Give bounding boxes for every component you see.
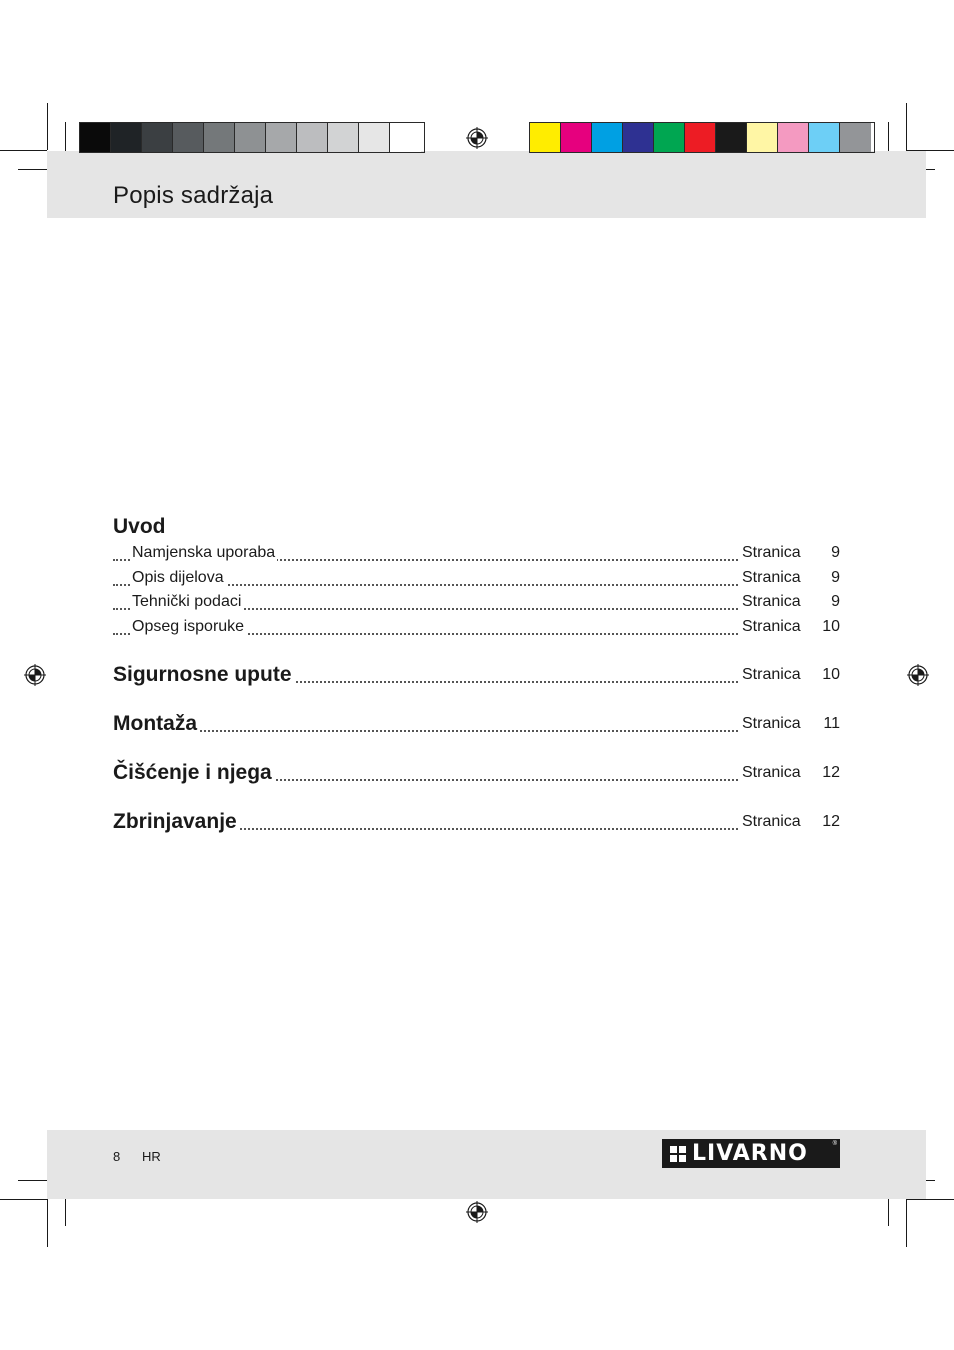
toc-entry-label: Namjenska uporaba — [132, 544, 276, 561]
process-color-bar — [529, 122, 875, 153]
toc-entry-page: 9 — [831, 593, 840, 610]
color-swatch — [778, 123, 809, 152]
toc-entry[interactable] — [0, 544, 954, 566]
toc-entry-label: Čišćenje i njega — [113, 761, 272, 784]
crop-mark — [0, 1199, 47, 1200]
crop-mark — [0, 150, 47, 151]
crop-mark — [906, 1199, 907, 1247]
toc-entry-page: 10 — [822, 666, 840, 683]
toc-entry-stranica: Stranica — [742, 666, 801, 683]
toc-entry-stranica: Stranica — [742, 764, 801, 781]
color-swatch — [390, 123, 421, 152]
color-swatch — [359, 123, 390, 152]
crop-mark — [47, 1199, 48, 1247]
logo-grid-icon — [670, 1146, 686, 1162]
color-swatch — [561, 123, 592, 152]
toc-section-title: Uvod — [113, 515, 166, 538]
color-swatch — [530, 123, 561, 152]
toc-entry-stranica: Stranica — [742, 569, 801, 586]
color-swatch — [80, 123, 111, 152]
footer-page-number: 8 — [113, 1149, 121, 1164]
toc-leader-dots — [113, 730, 738, 732]
registration-mark-icon — [466, 1201, 488, 1223]
toc-entry-page: 10 — [822, 618, 840, 635]
toc-entry-page: 12 — [822, 764, 840, 781]
crop-mark — [906, 103, 907, 150]
toc-entry[interactable] — [0, 618, 954, 640]
brand-name: LIVARNO — [692, 1141, 808, 1166]
color-swatch — [623, 123, 654, 152]
toc-entry-stranica: Stranica — [742, 715, 801, 732]
toc-entry-label: Opseg isporuke — [132, 618, 245, 635]
toc-entry-label: Montaža — [113, 712, 197, 735]
toc-entry[interactable] — [0, 712, 954, 737]
toc-entry-page: 12 — [822, 813, 840, 830]
page-title: Popis sadržaja — [113, 182, 274, 209]
toc-entry[interactable] — [0, 569, 954, 591]
toc-entry-stranica: Stranica — [742, 813, 801, 830]
toc-entry-label: Sigurnosne upute — [113, 663, 292, 686]
crop-mark — [906, 1199, 954, 1200]
toc-entry-label: Tehnički podaci — [132, 593, 242, 610]
color-swatch — [266, 123, 297, 152]
color-swatch — [204, 123, 235, 152]
toc-entry-page: 9 — [831, 544, 840, 561]
color-swatch — [111, 123, 142, 152]
registered-mark: ® — [832, 1141, 837, 1147]
toc-entry[interactable] — [0, 663, 954, 688]
brand-logo — [662, 1139, 840, 1168]
color-swatch — [142, 123, 173, 152]
grayscale-color-bar — [79, 122, 425, 153]
color-swatch — [685, 123, 716, 152]
toc-entry-page: 9 — [831, 569, 840, 586]
color-swatch — [747, 123, 778, 152]
color-swatch — [328, 123, 359, 152]
color-swatch — [297, 123, 328, 152]
toc-entry-stranica: Stranica — [742, 544, 801, 561]
toc-entry-label: Opis dijelova — [132, 569, 224, 586]
color-swatch — [840, 123, 871, 152]
color-swatch — [654, 123, 685, 152]
color-swatch — [716, 123, 747, 152]
color-swatch — [235, 123, 266, 152]
toc-entry-label: Zbrinjavanje — [113, 810, 237, 833]
registration-mark-icon — [466, 127, 488, 149]
color-swatch — [173, 123, 204, 152]
crop-mark — [47, 103, 48, 150]
toc-entry[interactable] — [0, 593, 954, 615]
toc-entry-stranica: Stranica — [742, 618, 801, 635]
color-swatch — [809, 123, 840, 152]
toc-entry[interactable] — [0, 810, 954, 835]
toc-entry-page: 11 — [823, 715, 840, 732]
color-swatch — [592, 123, 623, 152]
toc-entry-stranica: Stranica — [742, 593, 801, 610]
toc-entry[interactable] — [0, 761, 954, 786]
footer-language: HR — [142, 1149, 161, 1164]
